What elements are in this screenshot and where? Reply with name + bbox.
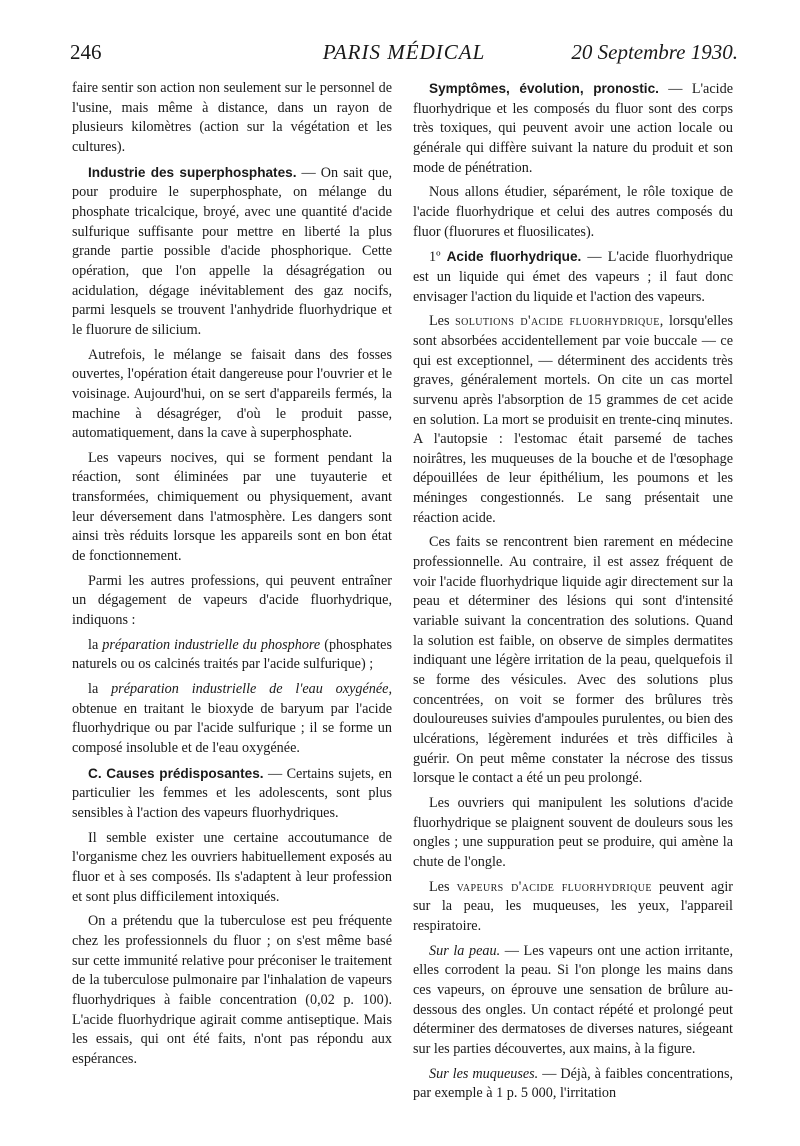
paragraph: Les vapeurs d'acide fluorhydrique peuvent agir sur la peau, les muqueuses, les yeux, l'appareil respiratoire. [413,878,733,934]
paragraph: Il semble exister une certaine accoutumance de l'organisme chez les ouvriers habituellement exposés au fluor et à ses composés. Ils s'adaptent à leur profession et sont plus difficilement intoxiqués. [72,829,392,905]
page-number: 246 [70,40,102,64]
paragraph: Nous allons étudier, séparément, le rôle toxique de l'acide fluorhydrique et celui des autres composés du fluor (fluorures et fluosilicates). [413,184,733,240]
paragraph: Parmi les autres professions, qui peuvent entraîner un dégagement de vapeurs d'acide fluorhydrique, indiquons : [72,572,392,629]
paragraph: faire sentir son action non seulement sur le personnel de l'usine, mais même à distance, dans un rayon de plusieurs kilomètres (action sur la végétation et les cultures). [72,80,392,155]
paragraph: Symptômes, évolution, pronostic. — L'acide fluorhydrique et les composés du fluor sont des corps très toxiques, qui peuvent avoir une action locale ou générale qui diffère suivant la nature du produit et son mode de pénétration. [413,81,733,176]
paragraph: On a prétendu que la tuberculose est peu fréquente chez les professionnels du fluor ; on s'est même basé sur cette immunité relative pour préconiser le traitement de la tuberculose pulmonaire par l'inhalation de vapeurs fluorhydriques à faible concentration (0,02 p. 100). L'acide fluorhydrique agirait comme antiseptique. Mais les essais, qui ont été faits, n'ont pas répondu aux espérances. [72,913,392,1067]
paragraph: C. Causes prédisposantes. — Certains sujets, en particulier les femmes et les adolescents, sont plus sensibles à l'action des vapeurs fluorhydriques. [72,765,392,821]
left-column [72,79,392,1075]
paragraph: Sur les muqueuses. — Déjà, à faibles concentrations, par exemple à 1 p. 5 000, l'irritation [413,1065,734,1102]
subsection-label: Sur les muqueuses. [429,1065,539,1082]
subsection-label: Sur la peau. [429,942,501,959]
paragraph: Les ouvriers qui manipulent les solutions d'acide fluorhydrique se plaignent souvent de douleurs sous les ongles ; une suppuration peut se produire, qui amène la chute de l'ongle. [413,794,733,870]
list-item: la préparation industrielle de l'eau oxygénée, obtenue en traitant le bioxyde de baryum par l'acide fluorhydrique ou par l'acide sulfurique ; il se forme un composé insoluble et de l'eau oxygénée. [72,681,392,756]
section-heading: Acide fluorhydrique. [446,249,582,265]
list-item: la préparation industrielle du phosphore (phosphates naturels ou os calcinés traités par l'acide sulfurique) ; [72,636,392,673]
journal-title: PARIS MÉDICAL [322,40,486,64]
paragraph: Ces faits se rencontrent bien rarement en médecine professionnelle. Au contraire, il est assez fréquent de voir l'acide fluorhydrique liquide agir directement sur la peau et déterminer des lésions qui sont d'intensité variable suivant la concentration des solutions. Quand la solution est faible, on observe de simples dermatites indiquant une légère irritation de la peau, quelquefois il se forme des vésicules. Avec des solutions plus concentrées, on voit se former des brûlures très douloureuses suivies d'ampoules purulentes, ou bien des ulcérations, légèrement indurées et très difficiles à guérir. On peut même constater la nécrose des tissus lorsque le contact a été un peu prolongé. [413,534,733,787]
section-heading: C. Causes prédisposantes. [88,765,264,781]
issue-date: 20 Septembre 1930. [571,40,738,64]
page-header [70,40,738,70]
section-heading: Symptômes, évolution, pronostic. [429,81,659,96]
paragraph: Les vapeurs nocives, qui se forment pendant la réaction, sont éliminées par une tuyauterie et transformées, chimiquement ou physiquement, avant leur déversement dans l'atmosphère. Les dangers sont ainsi très réduits lorsque les appareils sont en bon état de fonctionnement. [72,449,392,565]
right-column [413,79,733,1109]
paragraph: Industrie des superphosphates. — On sait que, pour produire le superphosphate, on mélange du phosphate tricalcique, broyé, avec une quantité d'acide sulfurique suffisante pour mettre en liberté la plus grande partie possible d'acide phosphorique. Cette opération, que l'on appelle la désagrégation ou acidulation, dégage inévitablement des gaz nocifs, parmi lesquels se trouvent l'anhydride fluorhydrique et le fluorure de silicium. [72,164,392,338]
section-heading: Industrie des superphosphates. [88,164,297,180]
paragraph: Autrefois, le mélange se faisait dans des fosses ouvertes, l'opération était dangereuse pour l'ouvrier et le voisinage. Aujourd'hui, on se sert d'appareils fermés, la machine à désagréger, d'où le produit passe, automatiquement, dans la cave à superphosphate. [72,346,392,442]
paragraph: Les solutions d'acide fluorhydrique, lorsqu'elles sont absorbées accidentellement par voie buccale — ce qui est exceptionnel, — déterminent des accidents très graves, généralement mortels. On cite un cas mortel survenu après l'absorption de 15 grammes de cet acide en solution. La mort se produisit en trente-cinq minutes. A l'autopsie : l'estomac était parsemé de taches noirâtres, les muqueuses de la bouche et de l'œsophage dépouillées de leur épithélium, les poumons et les méninges congestionnés. Le sang présentait une réaction acide. [413,313,733,526]
paragraph: Sur la peau. — Les vapeurs ont une action irritante, elles corrodent la peau. Si l'on plonge les mains dans ces vapeurs, on éprouve une sensation de brûlure au-dessous des ongles. Un contact répété et prolongé peut déterminer des dermatoses de diverses natures, siégeant sur les parties découvertes, aux mains, à la figure. [413,942,733,1057]
paragraph: 1º Acide fluorhydrique. — L'acide fluorhydrique est un liquide qui émet des vapeurs ; il faut donc envisager l'action du liquide et l'action des vapeurs. [413,249,733,305]
